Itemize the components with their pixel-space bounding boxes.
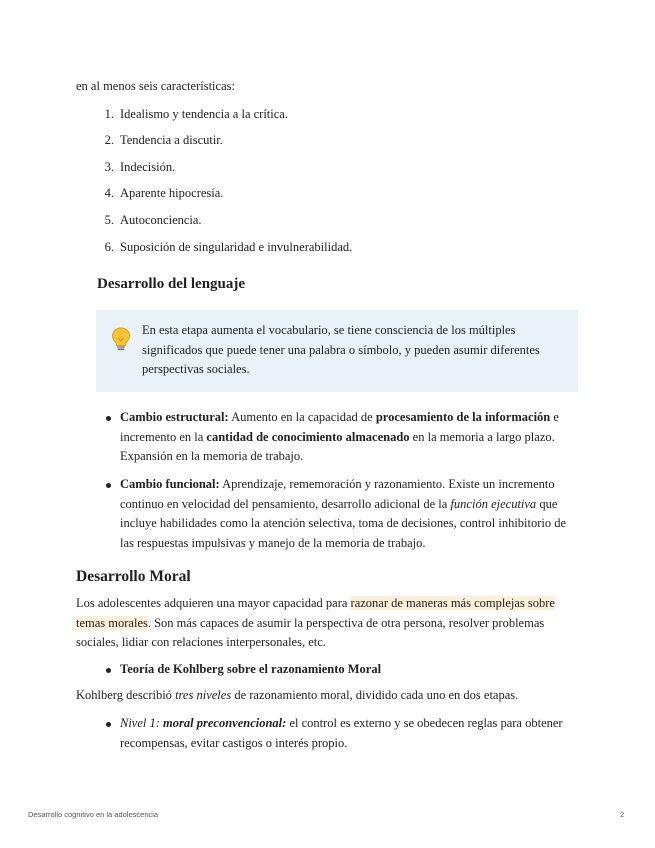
level1-text	[120, 714, 563, 753]
text-run: Aumento en la capacidad de	[228, 410, 376, 424]
italic-run: Nivel 1:	[120, 716, 164, 730]
level1-line	[120, 714, 563, 734]
list-text: Idealismo y tendencia a la crítica.	[120, 107, 288, 121]
italic-run: función ejecutiva	[450, 496, 537, 511]
callout-text	[142, 321, 562, 380]
functional-label: Cambio funcional:	[120, 477, 220, 491]
bold-italic-run: moral preconvencional:	[163, 716, 287, 730]
highlight: temas morales	[76, 615, 148, 630]
text-run: que	[536, 496, 558, 511]
functional-line: incluye habilidades como la atención selectiva, toma de decisiones, control inhibitorio de	[120, 516, 567, 530]
text-run: incremento en la	[120, 429, 207, 444]
structural-label: Cambio estructural:	[120, 410, 229, 424]
footer-title: Desarrollo cognitivo en la adolescencia	[28, 810, 159, 819]
structural-line: Expansión en la memoria de trabajo.	[120, 449, 304, 463]
callout-line: En esta etapa aumenta el vocabulario, se tiene consciencia de los múltiples	[142, 323, 516, 337]
list-number: 5.	[104, 213, 114, 227]
page-number: 2	[620, 810, 625, 819]
level1-line: recompensas, evitar castigos o interés propio.	[120, 735, 348, 750]
callout-line: perspectivas sociales.	[142, 362, 250, 376]
list-text: Aparente hipocresía.	[120, 186, 224, 200]
kohlberg-label: Teoría de Kohlberg sobre el razonamiento Moral	[120, 662, 382, 676]
moral-paragraph	[76, 594, 555, 653]
text-run: e	[550, 410, 559, 424]
kohlberg-text	[120, 660, 381, 680]
paragraph-line: sociales, lidiar con relaciones interpersonales, etc.	[76, 635, 326, 649]
info-callout	[96, 310, 578, 392]
text-run: Los adolescentes adquieren una mayor capacidad para	[76, 596, 351, 610]
list-number: 2.	[104, 133, 114, 147]
text-run: Aprendizaje, rememoración y razonamiento. Existe un incremento	[219, 477, 555, 491]
paragraph-line	[76, 594, 555, 614]
list-text: Tendencia a discutir.	[120, 133, 223, 147]
text-run: continuo en velocidad del pensamiento, desarrollo adicional de la	[120, 496, 451, 511]
structural-text	[120, 408, 559, 467]
list-number: 1.	[104, 107, 114, 121]
bullet-dot	[106, 668, 111, 673]
lightbulb-icon	[110, 326, 132, 352]
kohlberg-paragraph	[76, 686, 518, 706]
functional-line: las respuestas impulsivas y manejo de la memoria de trabajo.	[120, 535, 426, 550]
highlight: razonar de maneras más complejas sobre	[350, 596, 555, 610]
text-run: Kohlberg describió	[76, 688, 176, 702]
bullet-dot	[106, 722, 111, 727]
text-run: . Son más capaces de asumir la perspectiva de otra persona, resolver problemas	[147, 615, 545, 630]
bullet-dot	[106, 416, 111, 421]
list-number: 6.	[104, 240, 114, 254]
language-heading: Desarrollo del lenguaje	[97, 276, 246, 292]
italic-run: tres niveles	[175, 688, 232, 702]
paragraph-line	[76, 614, 555, 634]
bullet-dot	[106, 483, 111, 488]
text-run: el control es externo y se obedecen reglas para obtener	[286, 716, 563, 730]
text-run: de razonamiento moral, dividido cada uno en dos etapas.	[231, 688, 519, 702]
structural-line	[120, 408, 559, 428]
bold-run: cantidad de conocimiento almacenado	[206, 429, 410, 444]
text-run: en la memoria a largo plazo.	[409, 429, 555, 444]
moral-heading: Desarrollo Moral	[76, 568, 191, 585]
functional-line	[120, 495, 566, 515]
bold-run: procesamiento de la información	[375, 410, 551, 424]
functional-text	[120, 475, 566, 553]
list-number: 3.	[104, 160, 114, 174]
list-text: Indecisión.	[120, 160, 176, 174]
list-text: Suposición de singularidad e invulnerabilidad.	[120, 240, 353, 254]
callout-line: significados que puede tener una palabra o símbolo, y pueden asumir diferentes	[142, 342, 540, 357]
structural-line	[120, 428, 559, 448]
list-text: Autoconciencia.	[120, 213, 202, 227]
list-number: 4.	[104, 186, 114, 200]
intro-text: en al menos seis características:	[76, 79, 235, 93]
functional-line	[120, 475, 566, 495]
